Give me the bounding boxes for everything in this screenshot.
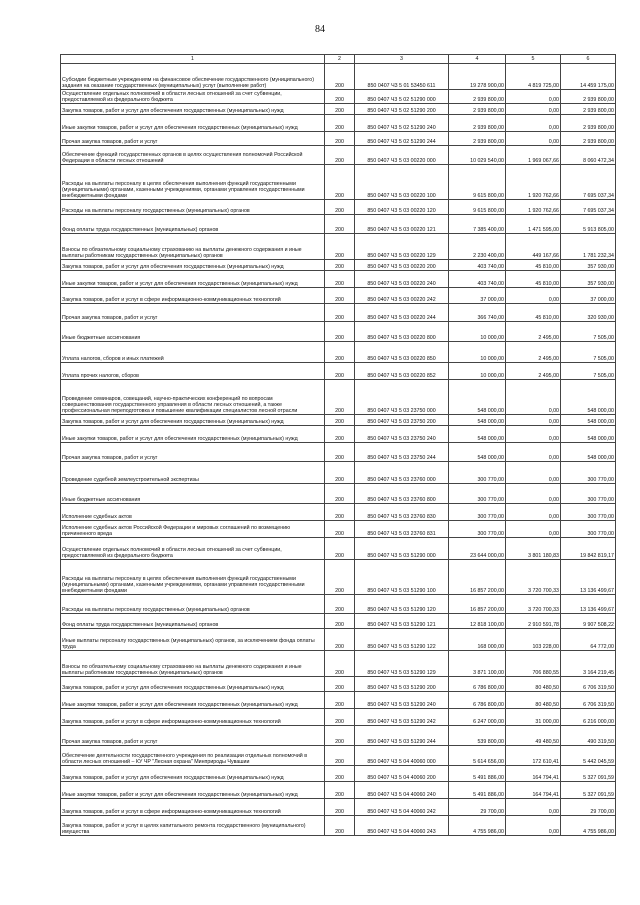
row-budget-code: 850 0407 Ч3 5 03 23750 240	[355, 426, 449, 443]
row-executed: 3 720 700,33	[506, 595, 561, 614]
row-line-code: 200	[325, 462, 355, 484]
row-budget-code: 850 0407 Ч3 5 03 00220 850	[355, 342, 449, 363]
row-line-code: 200	[325, 726, 355, 746]
table-row	[61, 426, 616, 443]
row-executed: 2 495,00	[506, 363, 561, 380]
row-executed: 45 810,00	[506, 304, 561, 322]
row-line-code: 200	[325, 322, 355, 342]
row-name: Уплата налогов, сборов и иных платежей	[61, 342, 325, 363]
table-row	[61, 462, 616, 484]
row-line-code: 200	[325, 766, 355, 782]
table-row	[61, 709, 616, 726]
row-name: Расходы на выплаты персоналу в целях обеспечения выполнения функций государственными (муниципальными) органами, казенными учреждениями, органами управления государственными внебюджетными фондами	[61, 560, 325, 595]
row-executed: 80 480,50	[506, 692, 561, 709]
row-executed: 4 819 725,00	[506, 64, 561, 90]
row-budget-code: 850 0407 Ч3 5 03 00220 244	[355, 304, 449, 322]
table-row	[61, 614, 616, 629]
row-line-code: 200	[325, 677, 355, 692]
row-executed: 3 720 700,33	[506, 560, 561, 595]
row-budget-code: 850 0407 Ч3 5 03 00220 800	[355, 322, 449, 342]
row-budget-code: 850 0407 Ч3 5 03 51290 244	[355, 726, 449, 746]
table-row	[61, 380, 616, 415]
row-approved: 16 857 200,00	[449, 595, 506, 614]
table-row	[61, 692, 616, 709]
row-approved: 539 800,00	[449, 726, 506, 746]
row-line-code: 200	[325, 342, 355, 363]
row-name: Субсидии бюджетным учреждениям на финансовое обеспечение государственного (муниципального) задания на оказание государственных (муниципальных) услуг (выполнение работ)	[61, 64, 325, 90]
row-name: Осуществление отдельных полномочий в области лесных отношений за счет субвенции, предоставляемой из федерального бюджета	[61, 538, 325, 560]
row-budget-code: 850 0407 Ч3 5 04 40060 240	[355, 782, 449, 799]
row-line-code: 200	[325, 651, 355, 677]
table-row	[61, 146, 616, 165]
row-executed: 2 910 591,78	[506, 614, 561, 629]
row-budget-code: 850 0407 Ч3 5 02 51290 240	[355, 115, 449, 132]
row-budget-code: 850 0407 Ч3 5 03 51290 200	[355, 677, 449, 692]
row-name: Проведение семинаров, совещаний, научно-практических конференций по вопросам совершенствования государственного управления в области лесных отношений, а также профессиональная переподготовка и повышение квалификации специалистов лесной отрасли	[61, 380, 325, 415]
row-approved: 9 615 800,00	[449, 165, 506, 200]
row-name: Закупка товаров, работ и услуг для обеспечения государственных (муниципальных) нужд	[61, 260, 325, 271]
row-approved: 366 740,00	[449, 304, 506, 322]
row-unexecuted: 357 930,00	[561, 260, 616, 271]
row-name: Иные бюджетные ассигнования	[61, 322, 325, 342]
row-budget-code: 850 0407 Ч3 5 01 53450 611	[355, 64, 449, 90]
row-approved: 403 740,00	[449, 260, 506, 271]
table-row	[61, 215, 616, 234]
row-name: Прочая закупка товаров, работ и услуг	[61, 443, 325, 462]
row-executed: 706 880,55	[506, 651, 561, 677]
row-line-code: 200	[325, 146, 355, 165]
row-executed: 31 000,00	[506, 709, 561, 726]
page-number: 84	[315, 24, 325, 35]
row-budget-code: 850 0407 Ч3 5 03 00220 240	[355, 271, 449, 288]
table-row	[61, 234, 616, 260]
row-name: Расходы на выплаты персоналу государственных (муниципальных) органов	[61, 595, 325, 614]
row-line-code: 200	[325, 415, 355, 426]
row-name: Исполнение судебных актов Российской Федерации и мировых соглашений по возмещению причиненного вреда	[61, 521, 325, 538]
row-approved: 10 000,00	[449, 322, 506, 342]
row-approved: 10 029 540,00	[449, 146, 506, 165]
row-unexecuted: 300 770,00	[561, 504, 616, 521]
row-executed: 0,00	[506, 462, 561, 484]
table-row	[61, 521, 616, 538]
row-approved: 16 857 200,00	[449, 560, 506, 595]
row-line-code: 200	[325, 484, 355, 504]
row-unexecuted: 3 164 219,45	[561, 651, 616, 677]
row-unexecuted: 6 706 319,50	[561, 677, 616, 692]
row-name: Закупка товаров, работ и услуг в сфере информационно-коммуникационных технологий	[61, 709, 325, 726]
row-unexecuted: 13 136 499,67	[561, 560, 616, 595]
row-unexecuted: 5 327 091,59	[561, 766, 616, 782]
row-budget-code: 850 0407 Ч3 5 03 00220 242	[355, 288, 449, 304]
row-line-code: 200	[325, 799, 355, 816]
row-budget-code: 850 0407 Ч3 5 03 23750 000	[355, 380, 449, 415]
row-name: Иные закупки товаров, работ и услуг для обеспечения государственных (муниципальных) нужд	[61, 782, 325, 799]
table-row	[61, 799, 616, 816]
row-budget-code: 850 0407 Ч3 5 03 00220 200	[355, 260, 449, 271]
table-row	[61, 104, 616, 115]
row-budget-code: 850 0407 Ч3 5 04 40060 243	[355, 816, 449, 836]
row-executed: 1 920 762,66	[506, 165, 561, 200]
table-row	[61, 132, 616, 146]
row-unexecuted: 8 060 472,34	[561, 146, 616, 165]
row-approved: 2 230 400,00	[449, 234, 506, 260]
row-unexecuted: 7 505,00	[561, 342, 616, 363]
row-budget-code: 850 0407 Ч3 5 03 00220 852	[355, 363, 449, 380]
row-name: Расходы на выплаты персоналу в целях обеспечения выполнения функций государственными (муниципальными) органами, казенными учреждениями, органами управления государственными внебюджетными фондами	[61, 165, 325, 200]
row-approved: 6 786 800,00	[449, 692, 506, 709]
row-budget-code: 850 0407 Ч3 5 03 00220 120	[355, 200, 449, 215]
table-row	[61, 288, 616, 304]
table-row	[61, 260, 616, 271]
row-name: Исполнение судебных актов	[61, 504, 325, 521]
row-executed: 0,00	[506, 380, 561, 415]
row-approved: 5 614 656,00	[449, 746, 506, 766]
table-row	[61, 484, 616, 504]
table-row	[61, 538, 616, 560]
row-executed: 0,00	[506, 799, 561, 816]
header-name: 1	[61, 55, 325, 64]
table-row	[61, 200, 616, 215]
row-line-code: 200	[325, 115, 355, 132]
row-approved: 300 770,00	[449, 504, 506, 521]
row-name: Закупка товаров, работ и услуг в целях капитального ремонта государственного (муниципального) имущества	[61, 816, 325, 836]
row-unexecuted: 300 770,00	[561, 521, 616, 538]
row-executed: 164 794,41	[506, 782, 561, 799]
row-unexecuted: 7 505,00	[561, 322, 616, 342]
row-name: Прочая закупка товаров, работ и услуг	[61, 304, 325, 322]
row-executed: 49 480,50	[506, 726, 561, 746]
row-executed: 3 801 180,83	[506, 538, 561, 560]
row-name: Фонд оплаты труда государственных (муниципальных) органов	[61, 215, 325, 234]
row-budget-code: 850 0407 Ч3 5 04 40060 000	[355, 746, 449, 766]
row-unexecuted: 300 770,00	[561, 462, 616, 484]
row-budget-code: 850 0407 Ч3 5 03 23750 244	[355, 443, 449, 462]
row-name: Закупка товаров, работ и услуг для обеспечения государственных (муниципальных) нужд	[61, 766, 325, 782]
row-line-code: 200	[325, 363, 355, 380]
row-approved: 29 700,00	[449, 799, 506, 816]
row-executed: 0,00	[506, 132, 561, 146]
table-row	[61, 64, 616, 90]
row-budget-code: 850 0407 Ч3 5 04 40060 242	[355, 799, 449, 816]
row-unexecuted: 300 770,00	[561, 484, 616, 504]
row-executed: 1 471 595,00	[506, 215, 561, 234]
row-approved: 300 770,00	[449, 521, 506, 538]
row-unexecuted: 37 000,00	[561, 288, 616, 304]
row-unexecuted: 5 913 805,00	[561, 215, 616, 234]
table-row	[61, 560, 616, 595]
row-name: Иные закупки товаров, работ и услуг для обеспечения государственных (муниципальных) нужд	[61, 271, 325, 288]
row-executed: 0,00	[506, 521, 561, 538]
row-unexecuted: 19 842 819,17	[561, 538, 616, 560]
row-approved: 5 491 886,00	[449, 766, 506, 782]
row-name: Закупка товаров, работ и услуг в сфере информационно-коммуникационных технологий	[61, 288, 325, 304]
row-approved: 10 000,00	[449, 342, 506, 363]
row-line-code: 200	[325, 504, 355, 521]
row-unexecuted: 7 695 037,34	[561, 200, 616, 215]
table-row	[61, 726, 616, 746]
row-name: Прочая закупка товаров, работ и услуг	[61, 132, 325, 146]
row-name: Иные закупки товаров, работ и услуг для обеспечения государственных (муниципальных) нужд	[61, 426, 325, 443]
row-approved: 300 770,00	[449, 484, 506, 504]
row-name: Взносы по обязательному социальному страхованию на выплаты денежного содержания и иные выплаты работникам государственных (муниципальных) органов	[61, 651, 325, 677]
row-executed: 0,00	[506, 816, 561, 836]
row-approved: 2 939 800,00	[449, 90, 506, 104]
row-line-code: 200	[325, 260, 355, 271]
row-budget-code: 850 0407 Ч3 5 03 00220 000	[355, 146, 449, 165]
row-line-code: 200	[325, 288, 355, 304]
table-row	[61, 504, 616, 521]
row-approved: 300 770,00	[449, 462, 506, 484]
row-executed: 1 920 762,66	[506, 200, 561, 215]
row-budget-code: 850 0407 Ч3 5 03 23760 800	[355, 484, 449, 504]
row-executed: 45 810,00	[506, 271, 561, 288]
row-name: Обеспечение деятельности государственного учреждения по реализации отдельных полномочий в области лесных отношений – КУ ЧР "Лесная охрана" Минприроды Чувашии	[61, 746, 325, 766]
row-approved: 2 939 800,00	[449, 132, 506, 146]
row-budget-code: 850 0407 Ч3 5 03 00220 121	[355, 215, 449, 234]
row-line-code: 200	[325, 746, 355, 766]
row-approved: 10 000,00	[449, 363, 506, 380]
table-row	[61, 115, 616, 132]
table-row	[61, 304, 616, 322]
row-line-code: 200	[325, 215, 355, 234]
row-approved: 168 000,00	[449, 629, 506, 651]
table-row	[61, 782, 616, 799]
table-row	[61, 363, 616, 380]
row-approved: 403 740,00	[449, 271, 506, 288]
header-executed: 5	[506, 55, 561, 64]
row-unexecuted: 4 755 986,00	[561, 816, 616, 836]
row-line-code: 200	[325, 560, 355, 595]
row-executed: 172 610,41	[506, 746, 561, 766]
row-unexecuted: 2 939 800,00	[561, 104, 616, 115]
row-unexecuted: 2 939 800,00	[561, 115, 616, 132]
row-unexecuted: 2 939 800,00	[561, 90, 616, 104]
row-line-code: 200	[325, 200, 355, 215]
table-row	[61, 342, 616, 363]
row-budget-code: 850 0407 Ч3 5 02 51290 000	[355, 90, 449, 104]
row-name: Закупка товаров, работ и услуг для обеспечения государственных (муниципальных) нужд	[61, 677, 325, 692]
table-row	[61, 165, 616, 200]
row-line-code: 200	[325, 132, 355, 146]
row-budget-code: 850 0407 Ч3 5 03 23760 831	[355, 521, 449, 538]
row-name: Иные бюджетные ассигнования	[61, 484, 325, 504]
row-line-code: 200	[325, 629, 355, 651]
row-line-code: 200	[325, 538, 355, 560]
header-unexecuted: 6	[561, 55, 616, 64]
row-line-code: 200	[325, 304, 355, 322]
table-row	[61, 816, 616, 836]
row-executed: 103 228,00	[506, 629, 561, 651]
row-budget-code: 850 0407 Ч3 5 03 00220 100	[355, 165, 449, 200]
row-executed: 0,00	[506, 90, 561, 104]
row-name: Взносы по обязательному социальному страхованию на выплаты денежного содержания и иные выплаты работникам государственных (муниципальных) органов	[61, 234, 325, 260]
row-unexecuted: 29 700,00	[561, 799, 616, 816]
row-executed: 0,00	[506, 426, 561, 443]
row-name: Фонд оплаты труда государственных (муниципальных) органов	[61, 614, 325, 629]
row-line-code: 200	[325, 90, 355, 104]
row-executed: 449 167,66	[506, 234, 561, 260]
row-executed: 45 810,00	[506, 260, 561, 271]
row-unexecuted: 7 505,00	[561, 363, 616, 380]
header-line-code: 2	[325, 55, 355, 64]
budget-table	[60, 54, 616, 836]
row-line-code: 200	[325, 64, 355, 90]
row-executed: 2 495,00	[506, 322, 561, 342]
row-budget-code: 850 0407 Ч3 5 03 51290 240	[355, 692, 449, 709]
row-name: Закупка товаров, работ и услуг в сфере информационно-коммуникационных технологий	[61, 799, 325, 816]
row-executed: 0,00	[506, 415, 561, 426]
row-unexecuted: 7 695 037,34	[561, 165, 616, 200]
row-unexecuted: 357 930,00	[561, 271, 616, 288]
row-unexecuted: 14 459 175,00	[561, 64, 616, 90]
row-budget-code: 850 0407 Ч3 5 03 51290 129	[355, 651, 449, 677]
table-row	[61, 746, 616, 766]
row-approved: 6 247 000,00	[449, 709, 506, 726]
table-row	[61, 651, 616, 677]
table-row	[61, 90, 616, 104]
row-approved: 548 000,00	[449, 380, 506, 415]
row-line-code: 200	[325, 692, 355, 709]
table-row	[61, 595, 616, 614]
row-name: Иные закупки товаров, работ и услуг для обеспечения государственных (муниципальных) нужд	[61, 692, 325, 709]
row-executed: 0,00	[506, 443, 561, 462]
row-unexecuted: 548 000,00	[561, 443, 616, 462]
row-approved: 7 385 400,00	[449, 215, 506, 234]
row-unexecuted: 2 939 800,00	[561, 132, 616, 146]
table-row	[61, 629, 616, 651]
row-name: Уплата прочих налогов, сборов	[61, 363, 325, 380]
row-budget-code: 850 0407 Ч3 5 04 40060 200	[355, 766, 449, 782]
table-row	[61, 766, 616, 782]
row-executed: 80 480,50	[506, 677, 561, 692]
row-approved: 548 000,00	[449, 426, 506, 443]
row-name: Осуществление отдельных полномочий в области лесных отношений за счет субвенции, предоставляемой из федерального бюджета	[61, 90, 325, 104]
row-budget-code: 850 0407 Ч3 5 02 51290 244	[355, 132, 449, 146]
row-executed: 0,00	[506, 115, 561, 132]
row-line-code: 200	[325, 271, 355, 288]
row-name: Закупка товаров, работ и услуг для обеспечения государственных (муниципальных) нужд	[61, 415, 325, 426]
row-budget-code: 850 0407 Ч3 5 03 51290 122	[355, 629, 449, 651]
table-row	[61, 443, 616, 462]
row-approved: 548 000,00	[449, 443, 506, 462]
row-approved: 5 491 886,00	[449, 782, 506, 799]
row-executed: 0,00	[506, 484, 561, 504]
row-approved: 6 786 800,00	[449, 677, 506, 692]
row-budget-code: 850 0407 Ч3 5 03 00220 129	[355, 234, 449, 260]
row-line-code: 200	[325, 165, 355, 200]
row-unexecuted: 1 781 232,34	[561, 234, 616, 260]
row-budget-code: 850 0407 Ч3 5 03 23760 830	[355, 504, 449, 521]
row-unexecuted: 64 772,00	[561, 629, 616, 651]
row-budget-code: 850 0407 Ч3 5 03 51290 100	[355, 560, 449, 595]
row-executed: 0,00	[506, 288, 561, 304]
row-budget-code: 850 0407 Ч3 5 02 51290 200	[355, 104, 449, 115]
row-name: Прочая закупка товаров, работ и услуг	[61, 726, 325, 746]
table-row	[61, 677, 616, 692]
row-line-code: 200	[325, 380, 355, 415]
row-executed: 0,00	[506, 104, 561, 115]
row-approved: 548 000,00	[449, 415, 506, 426]
row-name: Проведение судебной землеустроительной экспертизы	[61, 462, 325, 484]
row-line-code: 200	[325, 709, 355, 726]
row-unexecuted: 5 442 045,59	[561, 746, 616, 766]
row-approved: 9 615 800,00	[449, 200, 506, 215]
row-line-code: 200	[325, 595, 355, 614]
row-executed: 2 495,00	[506, 342, 561, 363]
row-unexecuted: 548 000,00	[561, 415, 616, 426]
row-unexecuted: 6 216 000,00	[561, 709, 616, 726]
row-approved: 12 818 100,00	[449, 614, 506, 629]
row-line-code: 200	[325, 426, 355, 443]
row-unexecuted: 5 327 091,59	[561, 782, 616, 799]
header-approved: 4	[449, 55, 506, 64]
row-line-code: 200	[325, 234, 355, 260]
row-approved: 19 278 900,00	[449, 64, 506, 90]
row-approved: 23 644 000,00	[449, 538, 506, 560]
row-approved: 4 755 986,00	[449, 816, 506, 836]
table-row	[61, 271, 616, 288]
row-name: Иные выплаты персоналу государственных (муниципальных) органов, за исключением фонда оплаты труда	[61, 629, 325, 651]
row-budget-code: 850 0407 Ч3 5 03 23750 200	[355, 415, 449, 426]
header-budget-code: 3	[355, 55, 449, 64]
row-approved: 37 000,00	[449, 288, 506, 304]
row-name: Обеспечение функций государственных органов в целях осуществления полномочий Российской Федерации в области лесных отношений	[61, 146, 325, 165]
row-line-code: 200	[325, 782, 355, 799]
row-unexecuted: 9 907 508,22	[561, 614, 616, 629]
row-executed: 164 794,41	[506, 766, 561, 782]
row-line-code: 200	[325, 614, 355, 629]
row-budget-code: 850 0407 Ч3 5 03 51290 000	[355, 538, 449, 560]
row-budget-code: 850 0407 Ч3 5 03 51290 121	[355, 614, 449, 629]
row-budget-code: 850 0407 Ч3 5 03 51290 120	[355, 595, 449, 614]
row-budget-code: 850 0407 Ч3 5 03 23760 000	[355, 462, 449, 484]
row-line-code: 200	[325, 521, 355, 538]
row-name: Закупка товаров, работ и услуг для обеспечения государственных (муниципальных) нужд	[61, 104, 325, 115]
row-unexecuted: 548 000,00	[561, 380, 616, 415]
row-unexecuted: 490 319,50	[561, 726, 616, 746]
row-unexecuted: 13 136 499,67	[561, 595, 616, 614]
row-budget-code: 850 0407 Ч3 5 03 51290 242	[355, 709, 449, 726]
row-unexecuted: 6 706 319,50	[561, 692, 616, 709]
row-approved: 3 871 100,00	[449, 651, 506, 677]
row-line-code: 200	[325, 443, 355, 462]
row-executed: 1 969 067,66	[506, 146, 561, 165]
row-line-code: 200	[325, 104, 355, 115]
row-executed: 0,00	[506, 504, 561, 521]
row-unexecuted: 320 930,00	[561, 304, 616, 322]
row-unexecuted: 548 000,00	[561, 426, 616, 443]
header-row	[61, 55, 616, 64]
row-name: Расходы на выплаты персоналу государственных (муниципальных) органов	[61, 200, 325, 215]
row-approved: 2 939 800,00	[449, 115, 506, 132]
row-line-code: 200	[325, 816, 355, 836]
row-name: Иные закупки товаров, работ и услуг для обеспечения государственных (муниципальных) нужд	[61, 115, 325, 132]
row-approved: 2 939 800,00	[449, 104, 506, 115]
table-row	[61, 415, 616, 426]
table-row	[61, 322, 616, 342]
